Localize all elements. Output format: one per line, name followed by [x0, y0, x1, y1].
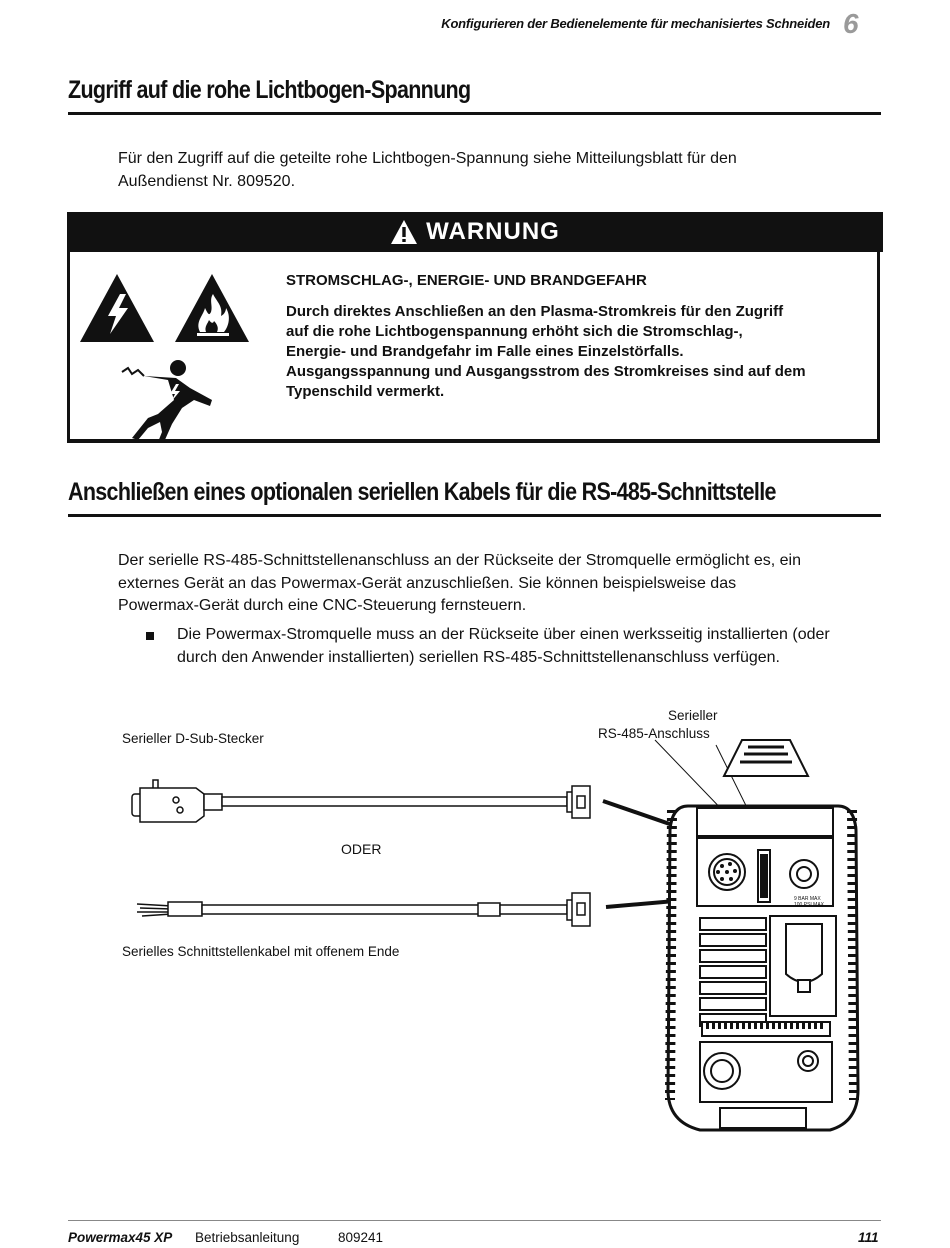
dsub-cable [132, 780, 590, 822]
rs485-port-label-line1: Serieller [668, 708, 718, 723]
power-source-rear-view [668, 740, 858, 1130]
section-heading-rs485: Anschließen eines optionalen seriellen Kabels für die RS-485-Schnittstelle [68, 478, 776, 506]
warning-text [286, 302, 876, 402]
footer-page-number: 111 [858, 1230, 879, 1245]
paragraph-line: Powermax-Gerät durch eine CNC-Steuerung fernsteuern. [118, 597, 527, 614]
footer-manual: Betriebsanleitung [195, 1230, 300, 1245]
paragraph-line: Für den Zugriff auf die geteilte rohe Lichtbogen-Spannung siehe Mitteilungsblatt für den [118, 150, 737, 167]
warning-header-label: WARNUNG [426, 218, 560, 245]
footer-part-number: 809241 [338, 1230, 384, 1245]
warning-line: Ausgangsspannung und Ausgangsstrom des Stromkreises sind auf dem [286, 363, 806, 380]
warning-line: Typenschild vermerkt. [286, 383, 445, 400]
paragraph-line: externes Gerät an das Powermax-Gerät anzuschließen. Sie können beispielsweise das [118, 574, 737, 592]
warning-triangle-icon [390, 219, 418, 245]
section2-paragraph [118, 550, 878, 618]
bullet-marker [146, 632, 154, 640]
rear-panel-pressure-text: 9 BAR MAX [794, 896, 821, 902]
heading-rule [68, 514, 881, 517]
warning-line: auf die rohe Lichtbogenspannung erhöht sich die Stromschlag-, [286, 323, 743, 340]
open-end-cable-label: Serielles Schnittstellenkabel mit offenem Ende [122, 944, 400, 959]
bullet-line: Die Powermax-Stromquelle muss an der Rückseite über einen werksseitig installierten (oder [177, 626, 830, 643]
fire-hazard-icon [173, 272, 251, 344]
section1-paragraph [118, 148, 878, 193]
dsub-connector-label: Serieller D-Sub-Stecker [122, 731, 264, 746]
rs485-cable-diagram [0, 690, 950, 1150]
footer-rule [68, 1220, 881, 1221]
running-header: Konfigurieren der Bedienelemente für mechanisiertes Schneiden [441, 16, 830, 31]
section-heading-raw-arc-voltage: Zugriff auf die rohe Lichtbogen-Spannung [68, 76, 471, 104]
electrocuted-person-icon [118, 356, 214, 444]
paragraph-line: Außendienst Nr. 809520. [118, 172, 296, 190]
warning-header [67, 212, 883, 252]
rs485-port-label-line2: RS-485-Anschluss [598, 726, 710, 741]
footer-product: Powermax45 XP [68, 1230, 173, 1245]
electric-shock-icon [78, 272, 156, 344]
warning-line: Durch direktes Anschließen an den Plasma-Stromkreis für den Zugriff [286, 303, 784, 320]
open-end-cable [137, 893, 590, 926]
warning-line: Energie- und Brandgefahr im Falle eines Einzelstörfalls. [286, 343, 684, 360]
heading-rule [68, 112, 881, 115]
warning-title: STROMSCHLAG-, ENERGIE- UND BRANDGEFAHR [286, 272, 647, 289]
rear-panel-pressure-text: 100 PSI MAX [794, 902, 825, 908]
bullet-line: durch den Anwender installierten) seriellen RS-485-Schnittstellenanschluss verfügen. [177, 648, 780, 666]
chapter-number: 6 [843, 8, 859, 39]
or-label: ODER [341, 841, 382, 857]
paragraph-line: Der serielle RS-485-Schnittstellenanschluss an der Rückseite der Stromquelle ermöglicht es, ein [118, 552, 801, 569]
bullet-item [177, 624, 887, 669]
